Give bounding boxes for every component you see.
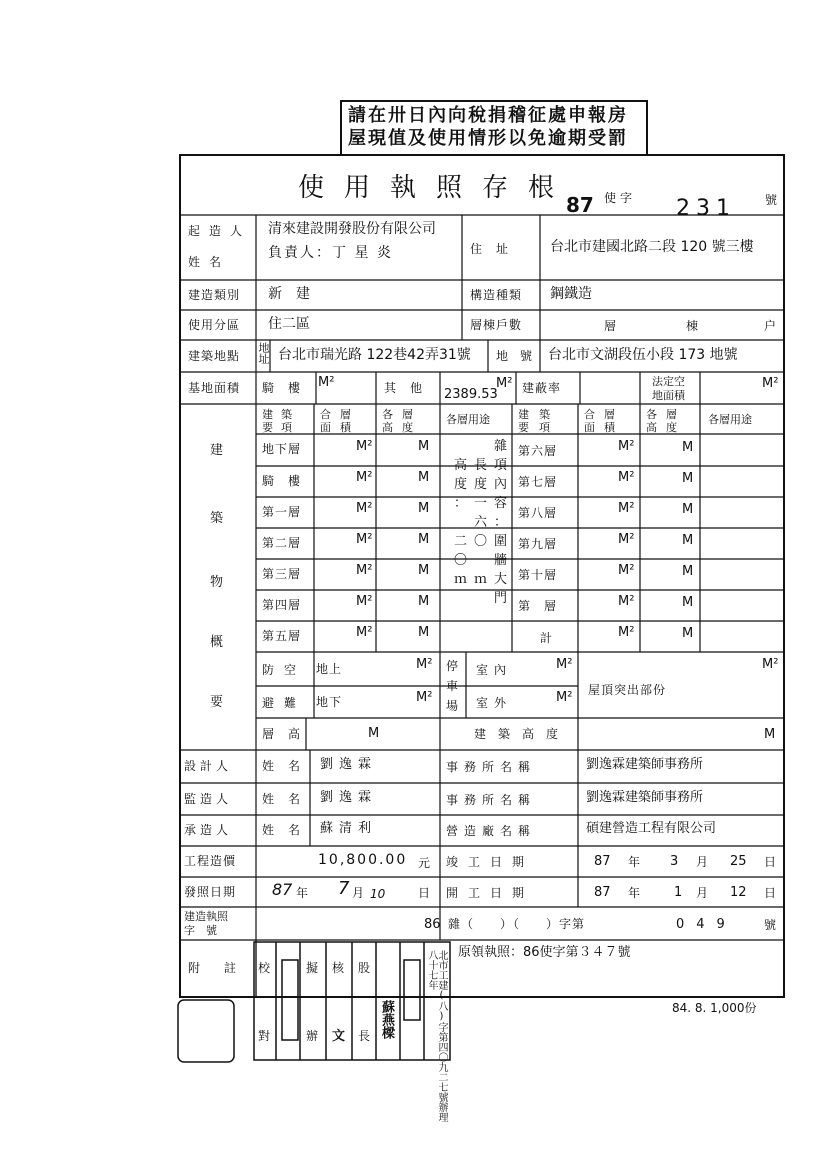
unit-m: M (418, 501, 430, 516)
build-type-label: 建造類別 (188, 288, 241, 302)
notes-col1: 門 (494, 591, 508, 606)
approval-chief-2: 長 (358, 1029, 372, 1043)
unit-m: M (418, 470, 430, 485)
unit-m2: M² (356, 563, 373, 578)
civil-label-2: 避難 (262, 696, 307, 710)
arcade-unit: M² (318, 375, 335, 390)
header-use-left: 各層用途 (446, 413, 490, 426)
contractor-firm-label: 營造廠名稱 (446, 824, 537, 838)
above-unit: M² (416, 657, 433, 672)
floor-row-label: 第三層 (262, 567, 302, 581)
remarks-label: 附 註 (188, 961, 243, 975)
notes-col1: 大 (494, 572, 508, 587)
header-area-left: 合層面積 (320, 408, 360, 434)
notes-col3: 二 (454, 534, 468, 549)
unit-m: M (418, 563, 430, 578)
above-ground-label: 地上 (316, 662, 343, 676)
unit-m2: M² (356, 501, 373, 516)
notes-col1: 內 (494, 477, 508, 492)
original-permit-note: 原領執照：86使字第３４７號 (458, 945, 631, 960)
indoor-unit: M² (556, 657, 573, 672)
outdoor-unit: M² (556, 690, 573, 705)
unit-m2: M² (618, 470, 635, 485)
other-unit: M² (496, 376, 513, 391)
notes-col1: ： (494, 515, 508, 530)
cost-label: 工程造價 (184, 854, 237, 868)
start-month: 1 (674, 885, 683, 900)
floor-row-label: 第七層 (518, 475, 558, 489)
designer-name-label: 姓 名 (262, 759, 302, 773)
notes-col2: 六 (474, 515, 488, 530)
notes-col3: 〇 (454, 553, 468, 568)
openspace-label-2: 地面積 (652, 389, 685, 402)
issue-day: 10 (370, 887, 386, 901)
approval-sign: 辦 (306, 1029, 320, 1043)
coverage-label: 建蔽率 (522, 381, 562, 395)
floor-height-label: 層 高 (262, 727, 302, 741)
notes-col2: 一 (474, 496, 488, 511)
permit-zi-label: 使字 (604, 191, 637, 205)
notes-col2: 〇 (474, 534, 488, 549)
parking-label-2: 車 (446, 679, 460, 693)
completion-m-unit: 月 (696, 855, 710, 869)
notes-col3: 高 (454, 458, 468, 473)
notes-col3: ｍ (454, 572, 468, 587)
build-type-value: 新 建 (268, 286, 310, 302)
build-permit-label-2: 字 號 (184, 924, 217, 937)
building-height-label: 建築高度 (474, 727, 571, 741)
zoning-value: 住二區 (268, 316, 310, 332)
indoor-label: 室內 (476, 663, 513, 677)
completion-day: 25 (730, 854, 747, 869)
form-title: 使用執照存根 (298, 173, 575, 203)
applicant-address: 台北市建國北路二段 120 號三樓 (550, 239, 754, 255)
unit-m2: M² (618, 532, 635, 547)
unit-m2: M² (356, 470, 373, 485)
section-label-3: 物 (210, 575, 224, 590)
build-permit-zi: 雜（ ）（ ）字第 (448, 917, 586, 931)
house-unit: 户 (764, 319, 778, 333)
unit-m: M (418, 625, 430, 640)
notes-col2: ｍ (474, 572, 488, 587)
approval-proof: 對 (258, 1029, 272, 1043)
roof-unit: M² (762, 657, 779, 672)
site-label: 建築地點 (188, 349, 241, 363)
completion-month: 3 (670, 854, 679, 869)
section-label-1: 建 (210, 443, 224, 458)
below-ground-label: 地下 (316, 695, 343, 709)
right-stamp-text: 北市工建(八)字第四〇九二七號辦理 (436, 950, 447, 1122)
unit-m2: M² (618, 625, 635, 640)
unit-m2: M² (618, 439, 635, 454)
building-height-unit: M (764, 727, 776, 742)
below-unit: M² (416, 690, 433, 705)
contractor-firm: 碩建營造工程有限公司 (586, 821, 717, 836)
tax-notice-line1: 請在卅日內向稅捐稽征處申報房 (348, 105, 628, 126)
header-height-right: 各層高度 (646, 408, 686, 434)
supervisor-label: 監造人 (184, 792, 233, 806)
site-address-tag: 地址 (257, 342, 270, 364)
start-date-label: 開工日期 (446, 886, 535, 900)
notes-col3: ： (454, 496, 468, 511)
issue-d-unit: 日 (418, 886, 432, 900)
contractor-name-label: 姓 名 (262, 823, 302, 837)
land-area-label: 基地面積 (188, 381, 241, 395)
roof-protrusion-label: 屋頂突出部份 (588, 683, 667, 697)
civil-label-1: 防空 (262, 663, 307, 677)
other-label: 其 他 (384, 381, 424, 395)
applicant-company: 清來建設開發股份有限公司 (268, 221, 436, 237)
designer-name: 劉逸霖 (320, 757, 378, 772)
section-label-5: 要 (210, 695, 224, 710)
approval-draft: 擬 (306, 961, 320, 975)
lot-tag: 地號 (496, 349, 545, 363)
supervisor-office-label: 事務所名稱 (446, 793, 537, 807)
print-note: 84. 8. 1,000份 (672, 1001, 757, 1015)
floor-row-label: 第五層 (262, 629, 302, 643)
unit-m: M (682, 440, 694, 455)
approval-check: 校 (258, 961, 272, 975)
unit-m: M (418, 594, 430, 609)
build-permit-number: 049 (676, 917, 737, 932)
parking-label-1: 停 (446, 659, 460, 673)
section-label-2: 築 (210, 511, 224, 526)
build-permit-label-1: 建造執照 (184, 910, 228, 923)
notes-col1: 雜 (494, 439, 508, 454)
openspace-unit: M² (762, 376, 779, 391)
build-permit-year: 86 (424, 917, 441, 932)
zoning-label: 使用分區 (188, 318, 241, 332)
structure-label: 構造種類 (470, 288, 523, 302)
unit-m: M (682, 471, 694, 486)
designer-office: 劉逸霖建築師事務所 (586, 757, 704, 772)
cost-value: 10,800.00 (318, 852, 408, 868)
floor-row-label: 第一層 (262, 505, 302, 519)
notes-col1: 牆 (494, 553, 508, 568)
unit-m2: M² (356, 594, 373, 609)
unit-m: M (682, 564, 694, 579)
floor-row-label: 地下層 (262, 442, 302, 456)
right-stamp-date: 八十七年 (426, 950, 437, 990)
floor-height-unit: M (368, 726, 380, 741)
unit-m: M (682, 502, 694, 517)
header-use-right: 各層用途 (708, 413, 752, 426)
section-label-4: 概 (210, 635, 224, 650)
address-label: 住 址 (470, 242, 510, 256)
unit-m: M (418, 532, 430, 547)
notes-col1: 項 (494, 458, 508, 473)
floor-row-label: 第十層 (518, 568, 558, 582)
unit-m2: M² (356, 532, 373, 547)
applicant-label: 起造人 (188, 224, 252, 238)
structure-value: 鋼鐵造 (550, 286, 592, 302)
other-value: 2389.53 (444, 387, 498, 402)
completion-y-unit: 年 (628, 855, 642, 869)
supervisor-name-label: 姓 名 (262, 792, 302, 806)
unit-m2: M² (618, 563, 635, 578)
designer-label: 設計人 (184, 759, 233, 773)
notes-col2: 長 (474, 458, 488, 473)
approval-chief: 股 (358, 961, 372, 975)
floors-label: 層棟戶數 (470, 318, 523, 332)
unit-m2: M² (356, 439, 373, 454)
start-year: 87 (594, 885, 611, 900)
unit-m: M (418, 439, 430, 454)
start-y-unit: 年 (628, 886, 642, 900)
start-m-unit: 月 (696, 886, 710, 900)
approval-name-1: 文 (332, 1029, 346, 1044)
contractor-label: 承造人 (184, 823, 233, 837)
header-item-left: 建築要項 (262, 408, 300, 434)
site-address: 台北市瑞光路 122巷42弄31號 (278, 347, 471, 363)
issue-m-unit: 月 (352, 886, 366, 900)
permit-number: 231 (676, 196, 736, 221)
contractor-name: 蘇清利 (320, 821, 378, 836)
completion-d-unit: 日 (764, 855, 778, 869)
notes-col1: 容 (494, 496, 508, 511)
arcade-label: 騎 樓 (262, 381, 302, 395)
unit-m: M (682, 533, 694, 548)
openspace-label-1: 法定空 (652, 375, 685, 388)
header-item-right: 建築要項 (518, 408, 560, 434)
floor-row-label: 第九層 (518, 537, 558, 551)
supervisor-office: 劉逸霖建築師事務所 (586, 790, 704, 805)
outdoor-label: 室外 (476, 696, 513, 710)
notes-col2: 度 (474, 477, 488, 492)
notes-col1: 圍 (494, 534, 508, 549)
unit-m2: M² (618, 594, 635, 609)
floor-row-label: 第 層 (518, 599, 558, 613)
issue-y-unit: 年 (296, 886, 310, 900)
issue-year: 87 (272, 880, 293, 899)
designer-office-label: 事務所名稱 (446, 760, 537, 774)
floor-row-label: 第二層 (262, 536, 302, 550)
floor-row-label: 騎 樓 (262, 474, 302, 488)
start-d-unit: 日 (764, 886, 778, 900)
approval-name-2: 蘇燕樑 (379, 1000, 394, 1039)
header-area-right: 合層面積 (584, 408, 624, 434)
header-height-left: 各層高度 (382, 408, 422, 434)
unit-m: M (682, 595, 694, 610)
start-day: 12 (730, 885, 747, 900)
cost-unit: 元 (418, 856, 432, 870)
notes-col3: 度 (454, 477, 468, 492)
floor-row-label: 第六層 (518, 444, 558, 458)
applicant-name-label: 姓名 (188, 255, 231, 269)
floors-unit: 層 (604, 319, 618, 333)
permit-hao-label: 號 (765, 193, 778, 207)
approval-review: 核 (332, 961, 346, 975)
build-permit-hao: 號 (764, 918, 778, 932)
lot-value: 台北市文湖段伍小段 173 地號 (548, 347, 738, 363)
issue-date-label: 發照日期 (184, 885, 237, 899)
floor-row-label: 第八層 (518, 506, 558, 520)
completion-year: 87 (594, 854, 611, 869)
total-label: 計 (540, 631, 554, 645)
parking-label-3: 場 (446, 699, 460, 713)
floor-row-label: 第四層 (262, 598, 302, 612)
unit-m: M (682, 626, 694, 641)
supervisor-name: 劉逸霖 (320, 790, 378, 805)
permit-year: 87 (566, 193, 594, 217)
issue-month: 7 (338, 878, 350, 899)
unit-m2: M² (618, 501, 635, 516)
unit-m2: M² (356, 625, 373, 640)
applicant-person: 負責人：丁 星 炎 (268, 245, 393, 261)
tax-notice-line2: 屋現值及使用情形以免逾期受罰 (348, 128, 628, 149)
ridge-unit: 棟 (686, 319, 700, 333)
completion-label: 竣工日期 (446, 855, 535, 869)
